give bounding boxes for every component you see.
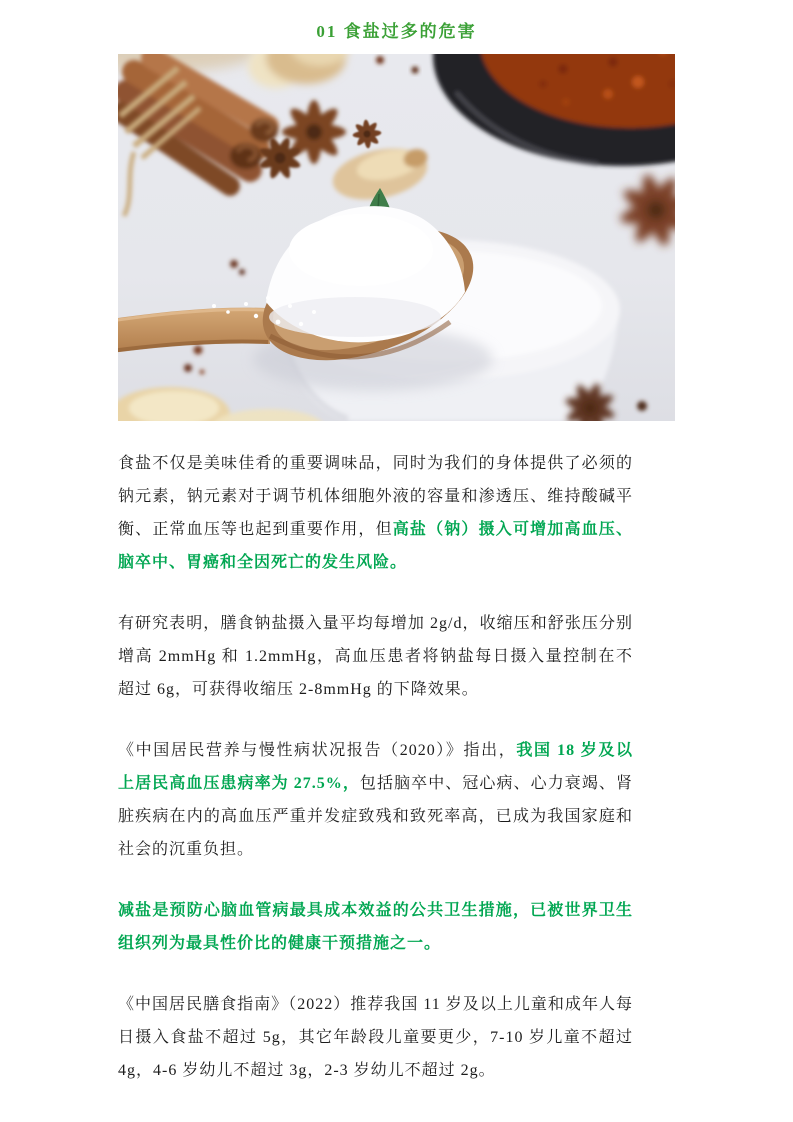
paragraph	[118, 988, 633, 1087]
salt-photo-illustration	[118, 54, 675, 421]
paragraph	[118, 447, 633, 579]
paragraph-text: 有研究表明，膳食钠盐摄入量平均每增加 2g/d，收缩压和舒张压分别增高 2mmHg 和 1.2mmHg，高血压患者将钠盐每日摄入量控制在不超过 6g，可获得收缩压 2-8mmHg 的下降效果。	[118, 615, 633, 698]
article-body	[118, 447, 633, 1087]
paragraph-emphasis: 减盐是预防心脑血管病最具成本效益的公共卫生措施，已被世界卫生组织列为最具性价比的健康干预措施之一。	[118, 902, 633, 952]
paragraph-text: 《中国居民膳食指南》（2022）推荐我国 11 岁及以上儿童和成年人每日摄入食盐不超过 5g，其它年龄段儿童要更少，7-10 岁儿童不超过 4g，4-6 岁幼儿不超过 3g，2-3 岁幼儿不超过 2g。	[118, 996, 633, 1079]
spice-speck	[412, 67, 419, 74]
paragraph-text: 食盐不仅是美味佳肴的重要调味品，同时为我们的身体提供了必须的钠元素，钠元素对于调节机体细胞外液的容量和渗透压、维持酸碱平衡、正常血压等也起到重要作用，但	[118, 455, 633, 538]
peppercorn	[637, 401, 647, 411]
paragraph	[118, 607, 633, 706]
paragraph-emphasis: 我国 18 岁及以上居民高血压患病率为 27.5%，	[118, 742, 633, 792]
paragraph-emphasis: 高盐（钠）摄入可增加高血压、脑卒中、胃癌和全因死亡的发生风险。	[118, 521, 633, 571]
paragraph	[118, 734, 633, 866]
paragraph	[118, 894, 633, 960]
spice-speck	[376, 56, 384, 64]
salt-photo	[118, 54, 675, 421]
page-title: 01 食盐过多的危害	[316, 22, 477, 41]
paragraph-text: 《中国居民营养与慢性病状况报告（2020）》指出，	[118, 742, 517, 759]
paragraph-text: 包括脑卒中、冠心病、心力衰竭、肾脏疾病在内的高血压严重并发症致残和致死率高，已成为我国家庭和社会的沉重负担。	[118, 775, 633, 858]
